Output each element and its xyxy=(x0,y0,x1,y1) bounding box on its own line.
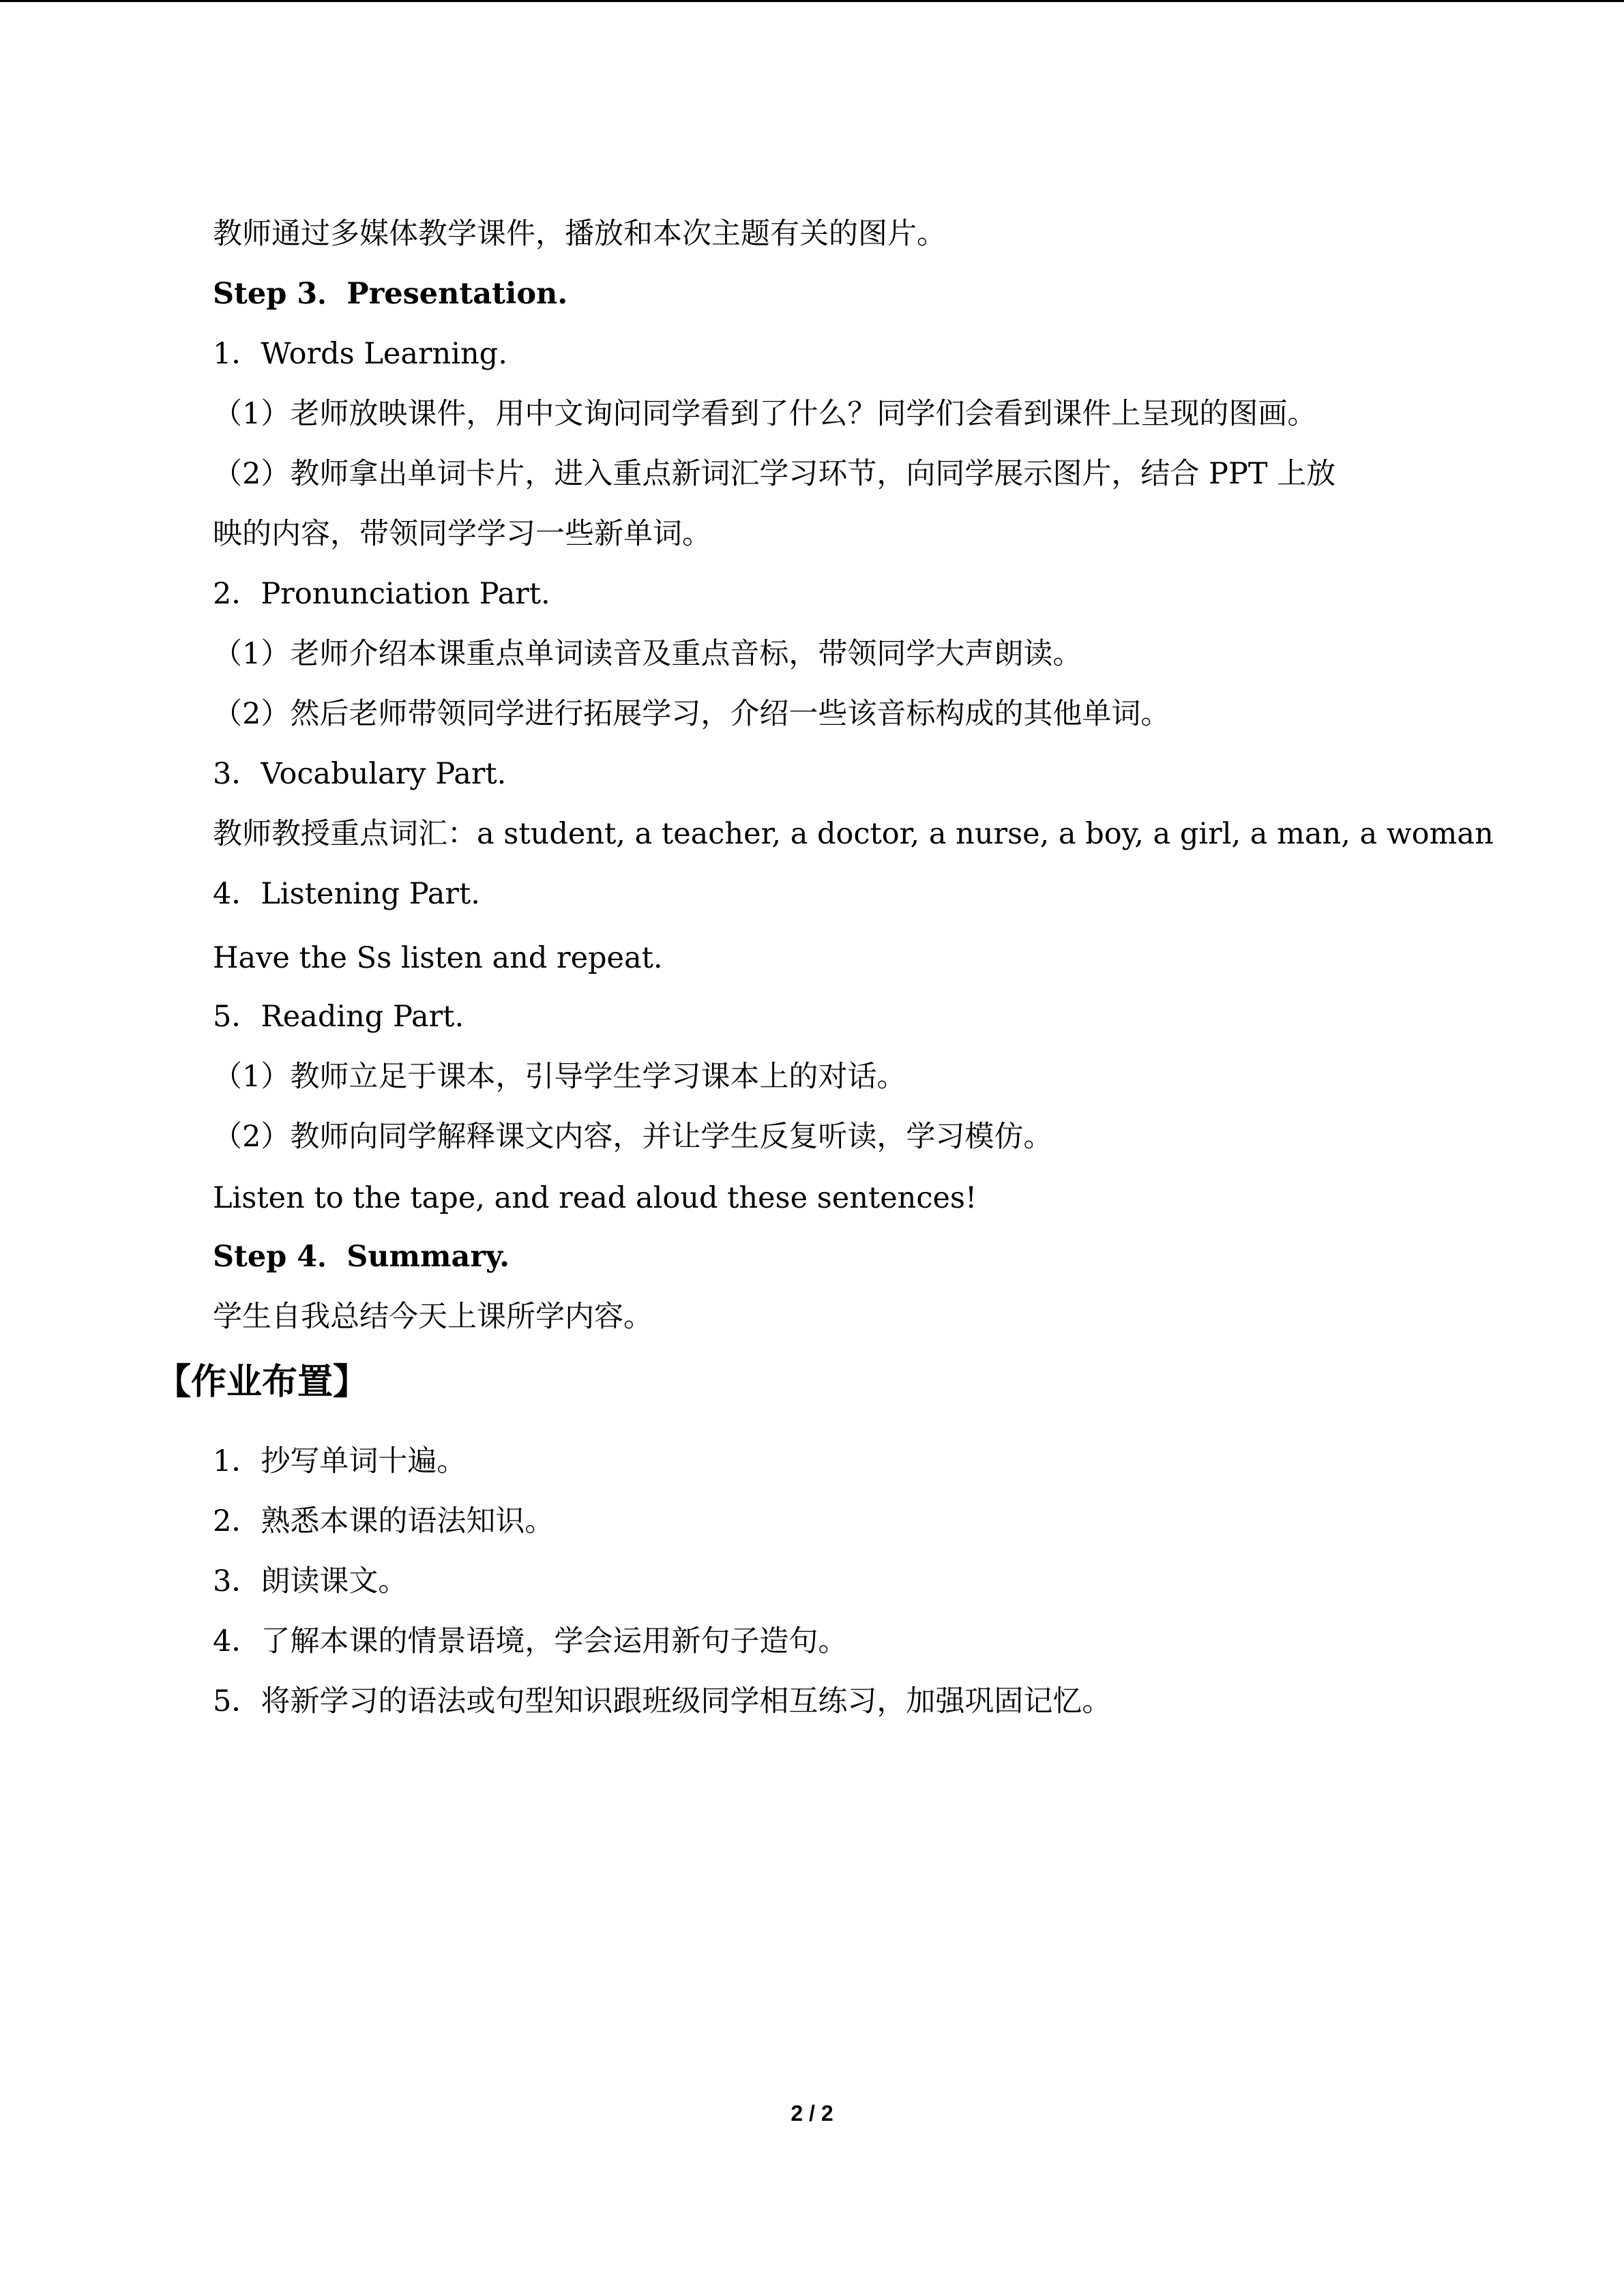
summary-text: 学生自我总结今天上课所学内容。 xyxy=(213,1300,653,1334)
homework-heading: 【作业布置】 xyxy=(156,1362,369,1403)
words-learning-title: 1．Words Learning. xyxy=(213,337,507,371)
reading-item-1: （1）教师立足于课本，引导学生学习课本上的对话。 xyxy=(213,1060,906,1094)
homework-item: 3．朗读课文。 xyxy=(213,1564,408,1598)
homework-item: 2．熟悉本课的语法知识。 xyxy=(213,1504,555,1538)
page-top-border xyxy=(0,0,1624,2)
words-learning-item-1: （1）老师放映课件，用中文询问同学看到了什么？同学们会看到课件上呈现的图画。 xyxy=(213,397,1317,431)
reading-title: 5．Reading Part. xyxy=(213,1000,464,1034)
homework-item: 4．了解本课的情景语境，学会运用新句子造句。 xyxy=(213,1624,848,1658)
words-learning-item-2b: 映的内容，带领同学学习一些新单词。 xyxy=(213,517,711,551)
intro-text: 教师通过多媒体教学课件，播放和本次主题有关的图片。 xyxy=(213,217,946,251)
pronunciation-item-2: （2）然后老师带领同学进行拓展学习，介绍一些该音标构成的其他单词。 xyxy=(213,697,1170,731)
page-number: 2 / 2 xyxy=(791,2101,833,2126)
pronunciation-title: 2．Pronunciation Part. xyxy=(213,577,550,611)
step3-heading: Step 3．Presentation. xyxy=(213,277,568,311)
homework-item: 5．将新学习的语法或句型知识跟班级同学相互练习，加强巩固记忆。 xyxy=(213,1684,1112,1718)
listening-title: 4．Listening Part. xyxy=(213,877,480,911)
words-learning-item-2a: （2）教师拿出单词卡片，进入重点新词汇学习环节，向同学展示图片，结合 PPT 上放 xyxy=(213,457,1336,491)
vocabulary-title: 3．Vocabulary Part. xyxy=(213,757,507,791)
reading-item-2: （2）教师向同学解释课文内容，并让学生反复听读，学习模仿。 xyxy=(213,1120,1053,1154)
vocabulary-item-1: 教师教授重点词汇：a student, a teacher, a doctor, a nurse, a boy, a girl, a man, a woman xyxy=(213,817,1494,851)
pronunciation-item-1: （1）老师介绍本课重点单词读音及重点音标，带领同学大声朗读。 xyxy=(213,637,1082,671)
listening-item-1: Have the Ss listen and repeat. xyxy=(213,941,663,975)
step4-heading: Step 4．Summary. xyxy=(213,1240,510,1274)
reading-item-3: Listen to the tape, and read aloud these sentences! xyxy=(213,1181,977,1215)
homework-item: 1．抄写单词十遍。 xyxy=(213,1444,467,1478)
